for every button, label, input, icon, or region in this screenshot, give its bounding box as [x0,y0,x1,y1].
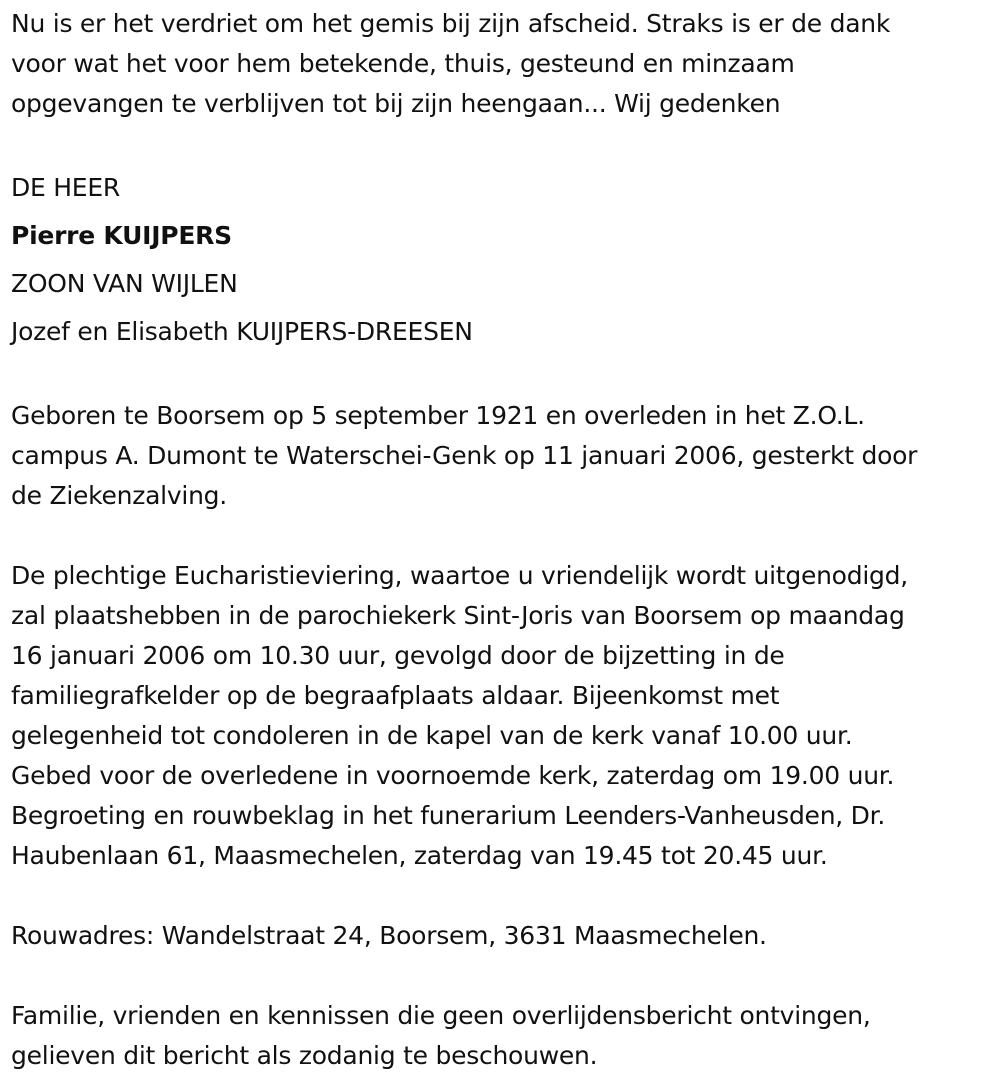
ceremony-line: zal plaatshebben in de parochiekerk Sint-Joris van Boorsem op maandag [11,601,905,630]
closing-line: Familie, vrienden en kennissen die geen overlijdensbericht ontvingen, [11,1001,871,1030]
paragraph-gap [11,956,1000,996]
parents-names: Jozef en Elisabeth KUIJPERS-DREESEN [11,317,473,346]
paragraph-gap [11,356,1000,396]
honorific-title: DE HEER [11,173,121,202]
paragraph-gap [11,124,1000,164]
paragraph-gap [11,516,1000,556]
closing-paragraph [11,996,1000,1076]
birth-death-paragraph [11,396,1000,516]
deceased-name: Pierre KUIJPERS [11,221,232,250]
intro-line: Nu is er het verdriet om het gemis bij zijn afscheid. Straks is er de dank [11,9,891,38]
ceremony-line: Begroeting en rouwbeklag in het funerarium Leenders-Vanheusden, Dr. [11,801,886,830]
paragraph-gap [11,876,1000,916]
mourning-address: Rouwadres: Wandelstraat 24, Boorsem, 3631 Maasmechelen. [11,921,767,950]
ceremony-line: De plechtige Eucharistieviering, waartoe u vriendelijk wordt uitgenodigd, [11,561,908,590]
ceremony-line: Haubenlaan 61, Maasmechelen, zaterdag van 19.45 tot 20.45 uur. [11,841,828,870]
ceremony-line: gelegenheid tot condoleren in de kapel van de kerk vanaf 10.00 uur. [11,721,853,750]
ceremony-paragraph [11,556,1000,876]
birth-death-line: de Ziekenzalving. [11,481,228,510]
intro-line: voor wat het voor hem betekende, thuis, gesteund en minzaam [11,49,795,78]
ceremony-line: 16 januari 2006 om 10.30 uur, gevolgd door de bijzetting in de [11,641,785,670]
ceremony-line: Gebed voor de overledene in voornoemde kerk, zaterdag om 19.00 uur. [11,761,895,790]
intro-paragraph [11,4,1000,124]
intro-line: opgevangen te verblijven tot bij zijn heengaan... Wij gedenken [11,89,781,118]
relation-label: ZOON VAN WIJLEN [11,269,238,298]
birth-death-line: campus A. Dumont te Waterschei-Genk op 11 januari 2006, gesterkt door [11,441,918,470]
ceremony-line: familiegrafkelder op de begraafplaats aldaar. Bijeenkomst met [11,681,780,710]
address-paragraph [11,916,1000,956]
deceased-block [11,164,1000,356]
closing-line: gelieven dit bericht als zodanig te beschouwen. [11,1041,598,1070]
birth-death-line: Geboren te Boorsem op 5 september 1921 en overleden in het Z.O.L. [11,401,865,430]
